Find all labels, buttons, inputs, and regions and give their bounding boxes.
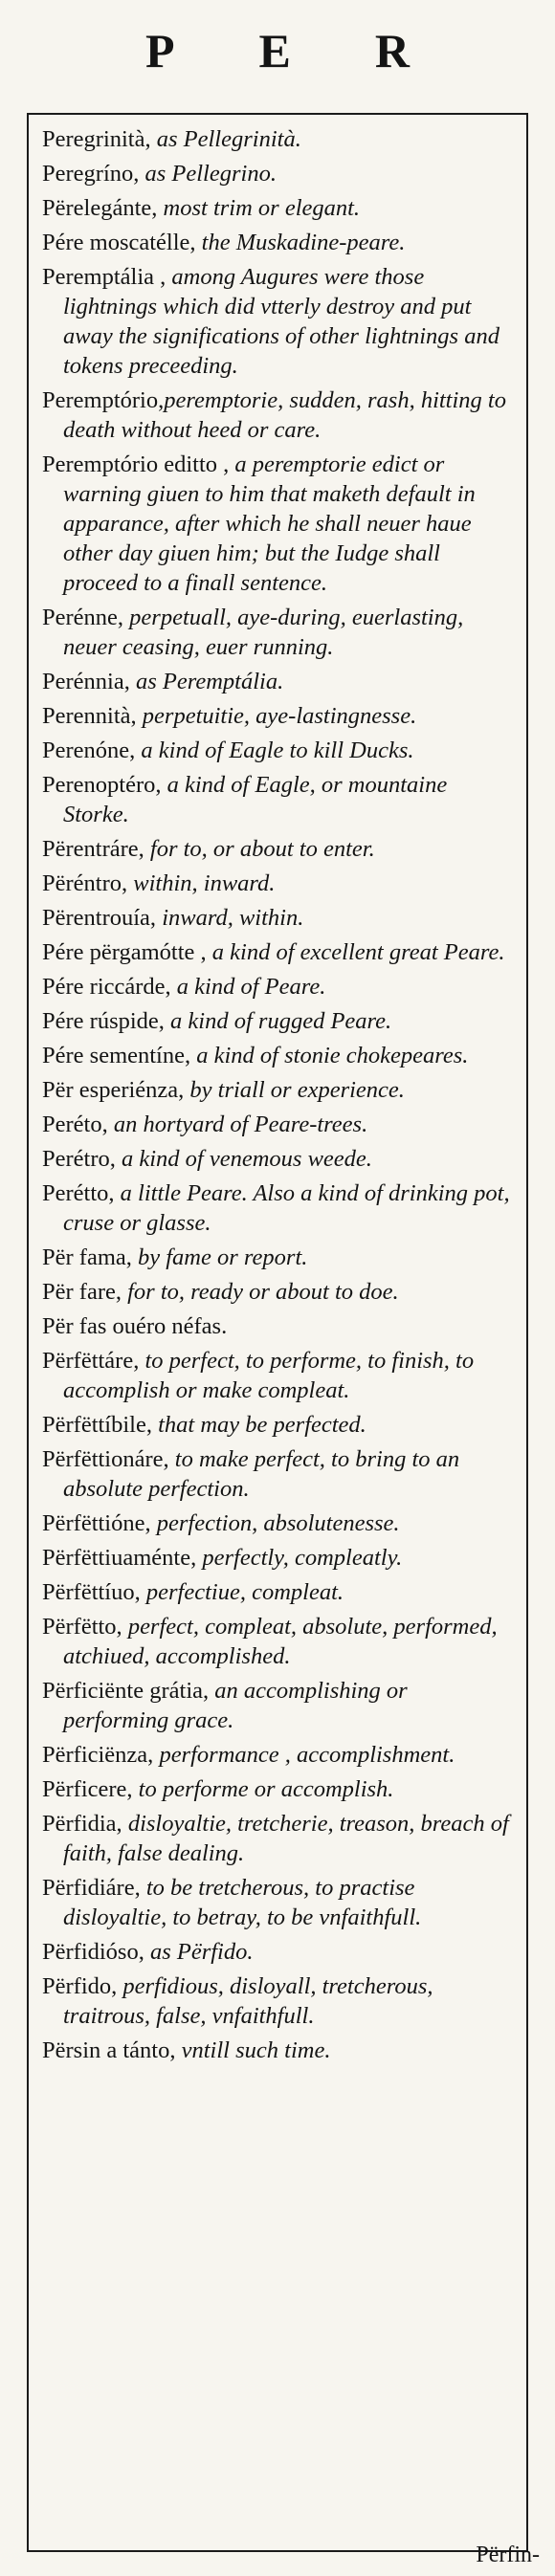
dictionary-entry <box>42 736 513 765</box>
dictionary-entry <box>42 228 513 257</box>
dictionary-entry <box>42 1543 513 1573</box>
entry-definition: a kind of excellent great Peare. <box>206 939 505 965</box>
dictionary-entry <box>42 1075 513 1105</box>
entry-definition: perfectly, compleatly. <box>196 1545 403 1571</box>
entry-headword: Përfëttióne, <box>42 1510 151 1536</box>
entry-definition: a little Peare. Also a kind of drinking pot, cruse or glasse. <box>63 1180 510 1236</box>
entry-definition: for to, ready or about to doe. <box>121 1279 399 1305</box>
entry-definition: peremptorie, sudden, rash, hitting to death without heed or care. <box>63 387 506 443</box>
entry-headword: Përfëttionáre, <box>42 1446 169 1472</box>
dictionary-entry <box>42 1006 513 1036</box>
entry-definition: that may be perfected. <box>151 1412 366 1438</box>
dictionary-entry <box>42 834 513 864</box>
entry-headword: Përficiënza, <box>42 1742 154 1768</box>
dictionary-entry <box>42 1809 513 1868</box>
entry-headword: Përelegánte, <box>42 195 158 221</box>
entry-definition: perpetuall, aye-during, euerlasting, neuer ceasing, euer running. <box>63 605 464 660</box>
dictionary-entry <box>42 262 513 381</box>
entry-column <box>27 113 528 2552</box>
entry-headword: Peregrinità, <box>42 126 151 152</box>
entry-headword: Pére sementíne, <box>42 1043 191 1068</box>
dictionary-entry <box>42 159 513 188</box>
entry-headword: Përficiënte grátia, <box>42 1678 210 1704</box>
entry-headword: Peremptório, <box>42 387 165 413</box>
entry-definition: perfectiue, compleat. <box>140 1579 344 1605</box>
entry-headword: Pére përgamótte , <box>42 939 207 965</box>
entry-definition: to make perfect, to bring to an absolute perfection. <box>63 1446 460 1502</box>
entry-headword: Peréto, <box>42 1112 108 1137</box>
entry-definition: an hortyard of Peare-trees. <box>107 1112 368 1137</box>
entry-headword: Peregríno, <box>42 161 140 187</box>
entry-headword: Përéntro, <box>42 870 128 896</box>
entry-headword: Përfëttíbile, <box>42 1412 152 1438</box>
entry-definition: a kind of Peare. <box>170 974 326 1000</box>
entry-headword: Pére rúspide, <box>42 1008 165 1034</box>
dictionary-entry <box>42 1041 513 1070</box>
entry-headword: Për fare, <box>42 1279 122 1305</box>
dictionary-entry <box>42 937 513 967</box>
entry-headword: Përfidióso, <box>42 1939 144 1965</box>
entry-definition: a kind of Eagle to kill Ducks. <box>135 738 414 763</box>
entry-definition: within, inward. <box>127 870 276 896</box>
dictionary-entry <box>42 1676 513 1735</box>
entry-headword: Përfidia, <box>42 1811 122 1837</box>
dictionary-entry <box>42 1971 513 2031</box>
entry-definition: as Përfido. <box>144 1939 254 1965</box>
dictionary-entry <box>42 1612 513 1671</box>
entry-headword: Përfëttíuo, <box>42 1579 141 1605</box>
dictionary-entry <box>42 124 513 154</box>
dictionary-entry <box>42 1873 513 1932</box>
entry-headword: Perétro, <box>42 1146 116 1172</box>
entry-definition: perfect, compleat, absolute, performed, atchiued, accomplished. <box>63 1614 498 1669</box>
entry-headword: Përentráre, <box>42 836 144 862</box>
dictionary-entry <box>42 1444 513 1504</box>
entry-headword: Për fas ouéro néfas. <box>42 1313 228 1339</box>
dictionary-entry <box>42 1774 513 1804</box>
entry-headword: Përentrouía, <box>42 905 157 931</box>
entry-definition: to be tretcherous, to practise disloyaltie, to betray, to be vnfaithfull. <box>63 1875 422 1930</box>
entry-headword: Përficere, <box>42 1776 133 1802</box>
dictionary-entry <box>42 1110 513 1139</box>
header-letter: R <box>374 24 452 77</box>
entry-definition: the Muskadine-peare. <box>195 230 406 255</box>
dictionary-entry <box>42 193 513 223</box>
dictionary-entry <box>42 1178 513 1238</box>
dictionary-entry <box>42 972 513 1002</box>
entry-definition: an accomplishing or performing grace. <box>63 1678 408 1733</box>
entry-headword: Përfëtto, <box>42 1614 122 1640</box>
page-header <box>0 8 555 94</box>
dictionary-entry <box>42 1144 513 1174</box>
entry-definition: a kind of venemous weede. <box>115 1146 372 1172</box>
entry-definition: for to, or about to enter. <box>144 836 375 862</box>
catchword: Përfin- <box>476 2543 540 2567</box>
entry-definition: perpetuitie, aye-lastingnesse. <box>136 703 417 729</box>
entry-definition: most trim or elegant. <box>157 195 361 221</box>
entry-headword: Përfëttáre, <box>42 1348 140 1374</box>
entry-definition: as Pellegrino. <box>139 161 277 187</box>
entry-definition: by triall or experience. <box>184 1077 405 1103</box>
entry-headword: Përfidiáre, <box>42 1875 141 1901</box>
header-letter: P <box>144 24 217 77</box>
dictionary-entry <box>42 2036 513 2065</box>
dictionary-entry <box>42 450 513 598</box>
dictionary-entry <box>42 603 513 662</box>
entry-headword: Perennità, <box>42 703 137 729</box>
dictionary-entry <box>42 667 513 696</box>
entry-definition: a kind of rugged Peare. <box>164 1008 392 1034</box>
dictionary-entry <box>42 770 513 829</box>
entry-definition: a kind of stonie chokepeares. <box>190 1043 469 1068</box>
entry-headword: Pére moscatélle, <box>42 230 196 255</box>
dictionary-entry <box>42 869 513 898</box>
header-letter: E <box>258 24 333 77</box>
entry-definition: perfidious, disloyall, tretcherous, traitrous, false, vnfaithfull. <box>63 1973 433 2029</box>
entry-definition: to perfect, to performe, to finish, to accomplish or make compleat. <box>63 1348 475 1403</box>
dictionary-entry <box>42 1577 513 1607</box>
entry-headword: Perenóne, <box>42 738 136 763</box>
entry-definition: a peremptorie edict or warning giuen to him that maketh default in apparance, after which he shall neuer haue other day giuen him; but the Iudge shall proceed to a finall sentence. <box>63 451 476 596</box>
entry-headword: Perétto, <box>42 1180 115 1206</box>
dictionary-entry <box>42 1277 513 1307</box>
dictionary-entry <box>42 385 513 445</box>
entry-headword: Perenoptéro, <box>42 772 162 798</box>
dictionary-entry <box>42 1346 513 1405</box>
dictionary-entry <box>42 701 513 731</box>
entry-definition: a kind of Eagle, or mountaine Storke. <box>63 772 448 827</box>
entry-headword: Peremptália , <box>42 264 166 290</box>
dictionary-entry <box>42 1243 513 1272</box>
entry-headword: Peremptório editto , <box>42 451 230 477</box>
entry-headword: Pére riccárde, <box>42 974 171 1000</box>
entry-headword: Përsin a tánto, <box>42 2037 176 2063</box>
entry-headword: Perénne, <box>42 605 124 630</box>
entry-definition: vntill such time. <box>175 2037 331 2063</box>
entry-headword: Për fama, <box>42 1244 132 1270</box>
dictionary-entry <box>42 1410 513 1440</box>
dictionary-entry <box>42 1937 513 1967</box>
entry-headword: Për esperiénza, <box>42 1077 185 1103</box>
entry-definition: to performe or accomplish. <box>132 1776 394 1802</box>
dictionary-entry <box>42 1508 513 1538</box>
entry-definition: among Augures were those lightnings which did vtterly destroy and put away the significations of other lightnings and tokens preceeding. <box>63 264 500 379</box>
entry-headword: Përfido, <box>42 1973 118 1999</box>
dictionary-entry <box>42 903 513 933</box>
entry-definition: as Pellegrinità. <box>150 126 301 152</box>
entry-headword: Përfëttiuaménte, <box>42 1545 197 1571</box>
entry-definition: inward, within. <box>156 905 304 931</box>
entry-definition: disloyaltie, tretcherie, treason, breach of faith, false dealing. <box>63 1811 509 1866</box>
entry-definition: by fame or report. <box>131 1244 308 1270</box>
entry-definition: as Peremptália. <box>129 669 284 694</box>
dictionary-entry <box>42 1740 513 1770</box>
entry-headword: Perénnia, <box>42 669 130 694</box>
entry-definition: perfection, absolutenesse. <box>150 1510 400 1536</box>
dictionary-entry <box>42 1311 513 1341</box>
entry-definition: performance , accomplishment. <box>153 1742 455 1768</box>
